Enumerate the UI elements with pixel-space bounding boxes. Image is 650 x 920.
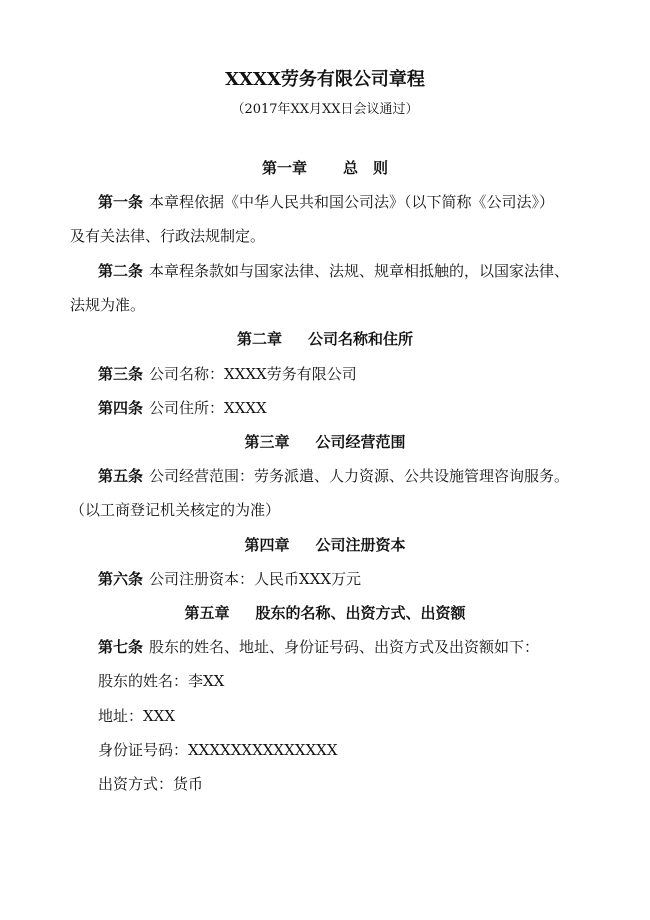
chapter-2-heading bbox=[0, 329, 650, 349]
chapter-1-label: 第一章 bbox=[261, 159, 307, 177]
chapter-4-title: 公司注册资本 bbox=[315, 536, 406, 554]
article-2-text: 本章程条款如与国家法律、法规、规章相抵触的，以国家法律、 bbox=[149, 262, 570, 280]
article-3-label: 第三条 bbox=[98, 365, 144, 383]
shareholder-contribution-method: 出资方式：货币 bbox=[98, 775, 204, 793]
chapter-3-heading bbox=[0, 432, 650, 452]
chapter-2-title: 公司名称和住所 bbox=[308, 330, 414, 348]
chapter-5-title: 股东的名称、出资方式、出资额 bbox=[255, 604, 466, 622]
article-5-label: 第五条 bbox=[98, 467, 144, 485]
article-4-label: 第四条 bbox=[98, 399, 144, 417]
document-subtitle: （2017年XX月XX日会议通过） bbox=[231, 102, 419, 117]
article-6-text: 公司注册资本：人民币XXX万元 bbox=[149, 570, 362, 588]
article-4 bbox=[98, 398, 267, 418]
article-5 bbox=[98, 466, 569, 486]
chapter-3-title: 公司经营范围 bbox=[315, 433, 406, 451]
article-5-continuation: （以工商登记机关核定的为准） bbox=[70, 501, 281, 519]
article-2-continuation: 法规为准。 bbox=[70, 296, 146, 314]
article-1-continuation: 及有关法律、行政法规制定。 bbox=[70, 227, 266, 245]
chapter-2-label: 第二章 bbox=[236, 330, 282, 348]
article-2 bbox=[98, 261, 569, 281]
chapter-5-label: 第五章 bbox=[184, 604, 230, 622]
chapter-1-heading bbox=[0, 158, 650, 178]
chapter-4-heading bbox=[0, 535, 650, 555]
chapter-1-title: 总 则 bbox=[343, 159, 389, 177]
chapter-4-label: 第四章 bbox=[244, 536, 290, 554]
shareholder-address: 地址：XXX bbox=[98, 707, 176, 725]
document-title: XXXX劳务有限公司章程 bbox=[225, 69, 425, 90]
shareholder-id-number: 身份证号码：XXXXXXXXXXXXXX bbox=[98, 741, 338, 759]
chapter-3-label: 第三章 bbox=[244, 433, 290, 451]
chapter-5-heading bbox=[0, 603, 650, 623]
article-6 bbox=[98, 569, 361, 589]
article-7 bbox=[98, 637, 539, 657]
article-4-text: 公司住所：XXXX bbox=[149, 399, 267, 417]
article-1 bbox=[98, 192, 554, 212]
article-1-text: 本章程依据《中华人民共和国公司法》（以下简称《公司法》） bbox=[149, 193, 555, 211]
article-2-label: 第二条 bbox=[98, 262, 144, 280]
shareholder-name: 股东的姓名：李XX bbox=[98, 672, 225, 690]
article-7-text: 股东的姓名、地址、身份证号码、出资方式及出资额如下： bbox=[149, 638, 540, 656]
article-5-text: 公司经营范围：劳务派遣、人力资源、公共设施管理咨询服务。 bbox=[149, 467, 570, 485]
article-3-text: 公司名称：XXXX劳务有限公司 bbox=[149, 365, 357, 383]
article-1-label: 第一条 bbox=[98, 193, 144, 211]
article-6-label: 第六条 bbox=[98, 570, 144, 588]
article-7-label: 第七条 bbox=[98, 638, 144, 656]
article-3 bbox=[98, 364, 357, 384]
